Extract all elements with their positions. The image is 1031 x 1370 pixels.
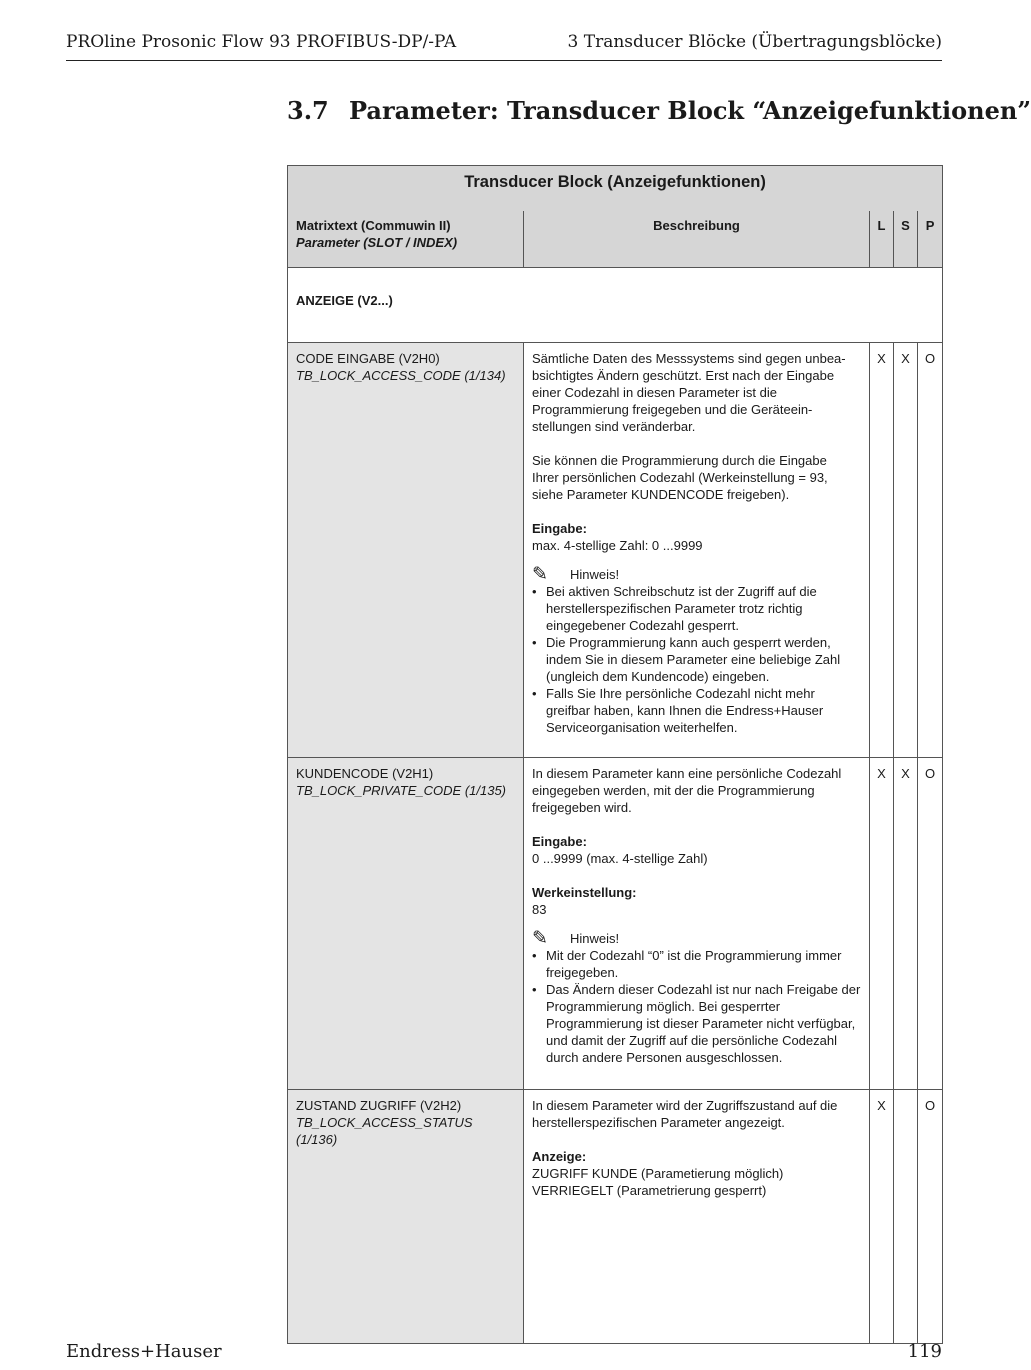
note-item: • Das Ändern dieser Codezahl ist nur nach Freigabe der Programmierung möglich. Bei gesperrter Programmierung ist dieser Parameter nicht verfügbar, und damit der Zugriff auf die persönliche Codezahl durch andere Personen ausgeschlossen. — [532, 981, 861, 1066]
description-line: eingegeben werden, mit der die Programmierung — [532, 783, 815, 798]
section-number: 3.7 — [287, 96, 329, 125]
pencil-icon: ✎ — [532, 564, 548, 585]
description-line: Sie können die Programmierung durch die Eingabe — [532, 453, 827, 468]
default-label: Werkeinstellung: — [532, 885, 637, 900]
column-header-p: P — [918, 211, 943, 268]
running-header-right: 3 Transducer Blöcke (Übertragungsblöcke) — [567, 32, 942, 52]
note-item: • Falls Sie Ihre persönliche Codezahl nicht mehr greifbar haben, kann Ihnen die Endress+Hauser Serviceorganisation weiterhelfen. — [532, 685, 861, 736]
group-heading: ANZEIGE (V2...) — [288, 268, 943, 343]
table-row — [288, 1090, 943, 1344]
description-line: Programmierung freigegeben und die Geräteein- — [532, 402, 813, 417]
parameter-index: TB_LOCK_PRIVATE_CODE (1/135) — [296, 783, 507, 798]
description-line: einer Codezahl in diesen Parameter ist die — [532, 385, 777, 400]
note-list — [532, 583, 861, 736]
flag-l: X — [870, 343, 894, 758]
flag-s: X — [894, 343, 918, 758]
parameter-cell — [288, 343, 524, 758]
parameter-name: CODE EINGABE (V2H0) — [296, 351, 440, 366]
flag-p: O — [918, 758, 943, 1090]
description-line: Sämtliche Daten des Messsystems sind gegen unbea- — [532, 351, 846, 366]
input-label: Eingabe: — [532, 521, 587, 536]
note-heading — [532, 930, 861, 947]
note-item: • Bei aktiven Schreibschutz ist der Zugriff auf die herstellerspezifischen Parameter trotz richtig eingegebener Codezahl gesperrt. — [532, 583, 861, 634]
description-line: herstellerspezifischen Parameter angezeigt. — [532, 1115, 785, 1130]
description-line: In diesem Parameter wird der Zugriffszustand auf die — [532, 1098, 838, 1113]
flag-l: X — [870, 1090, 894, 1344]
parameter-name: KUNDENCODE (V2H1) — [296, 766, 434, 781]
flag-s — [894, 1090, 918, 1344]
input-value: 0 ...9999 (max. 4-stellige Zahl) — [532, 851, 708, 866]
flag-s: X — [894, 758, 918, 1090]
description-line: In diesem Parameter kann eine persönliche Codezahl — [532, 766, 842, 781]
note-list — [532, 947, 861, 1066]
column-header-beschreibung: Beschreibung — [524, 211, 870, 268]
description-cell — [524, 758, 870, 1090]
default-value: 83 — [532, 902, 547, 917]
parameter-index: TB_LOCK_ACCESS_STATUS (1/136) — [296, 1115, 473, 1147]
column-header-s: S — [894, 211, 918, 268]
flag-p: O — [918, 343, 943, 758]
parameter-cell — [288, 758, 524, 1090]
display-value: VERRIEGELT (Parametrierung gesperrt) — [532, 1183, 767, 1198]
column-header-l: L — [870, 211, 894, 268]
section-title: Parameter: Transducer Block “Anzeigefunktionen” — [349, 96, 1031, 125]
note-item: • Mit der Codezahl “0” ist die Programmierung immer freigegeben. — [532, 947, 861, 981]
description-cell — [524, 1090, 870, 1344]
pencil-icon: ✎ — [532, 928, 548, 949]
table-title: Transducer Block (Anzeigefunktionen) — [288, 166, 943, 212]
column-header-matrixtext — [288, 211, 524, 268]
display-value: ZUGRIFF KUNDE (Parametierung möglich) — [532, 1166, 784, 1181]
input-label: Eingabe: — [532, 834, 587, 849]
input-value: max. 4-stellige Zahl: 0 ...9999 — [532, 538, 703, 553]
header-rule — [66, 60, 942, 61]
section-heading — [287, 96, 1031, 125]
flag-l: X — [870, 758, 894, 1090]
parameter-cell — [288, 1090, 524, 1344]
display-label: Anzeige: — [532, 1149, 587, 1164]
note-title: Hinweis! — [570, 567, 620, 582]
table-row — [288, 343, 943, 758]
note-heading — [532, 566, 861, 583]
parameter-name: ZUSTAND ZUGRIFF (V2H2) — [296, 1098, 462, 1113]
description-line: stellungen sind veränderbar. — [532, 419, 696, 434]
running-header-left: PROline Prosonic Flow 93 PROFIBUS-DP/-PA — [66, 32, 457, 52]
footer-brand: Endress+Hauser — [66, 1341, 222, 1362]
note-item: • Die Programmierung kann auch gesperrt werden, indem Sie in diesem Parameter eine beliebige Zahl (ungleich dem Kundencode) eingeben. — [532, 634, 861, 685]
parameter-index: TB_LOCK_ACCESS_CODE (1/134) — [296, 368, 506, 383]
flag-p: O — [918, 1090, 943, 1344]
description-line: freigegeben wird. — [532, 800, 632, 815]
description-line: Ihrer persönlichen Codezahl (Werkeinstellung = 93, — [532, 470, 828, 485]
description-cell — [524, 343, 870, 758]
note-title: Hinweis! — [570, 931, 620, 946]
table-row — [288, 758, 943, 1090]
description-line: bsichtigtes Ändern geschützt. Erst nach der Eingabe — [532, 368, 835, 383]
column-header-matrixtext-line1: Matrixtext (Commuwin II) — [296, 218, 451, 233]
column-header-parameter-line2: Parameter (SLOT / INDEX) — [296, 235, 458, 250]
description-line: siehe Parameter KUNDENCODE freigeben). — [532, 487, 790, 502]
parameter-table — [287, 165, 943, 1344]
page-number: 119 — [907, 1341, 942, 1362]
